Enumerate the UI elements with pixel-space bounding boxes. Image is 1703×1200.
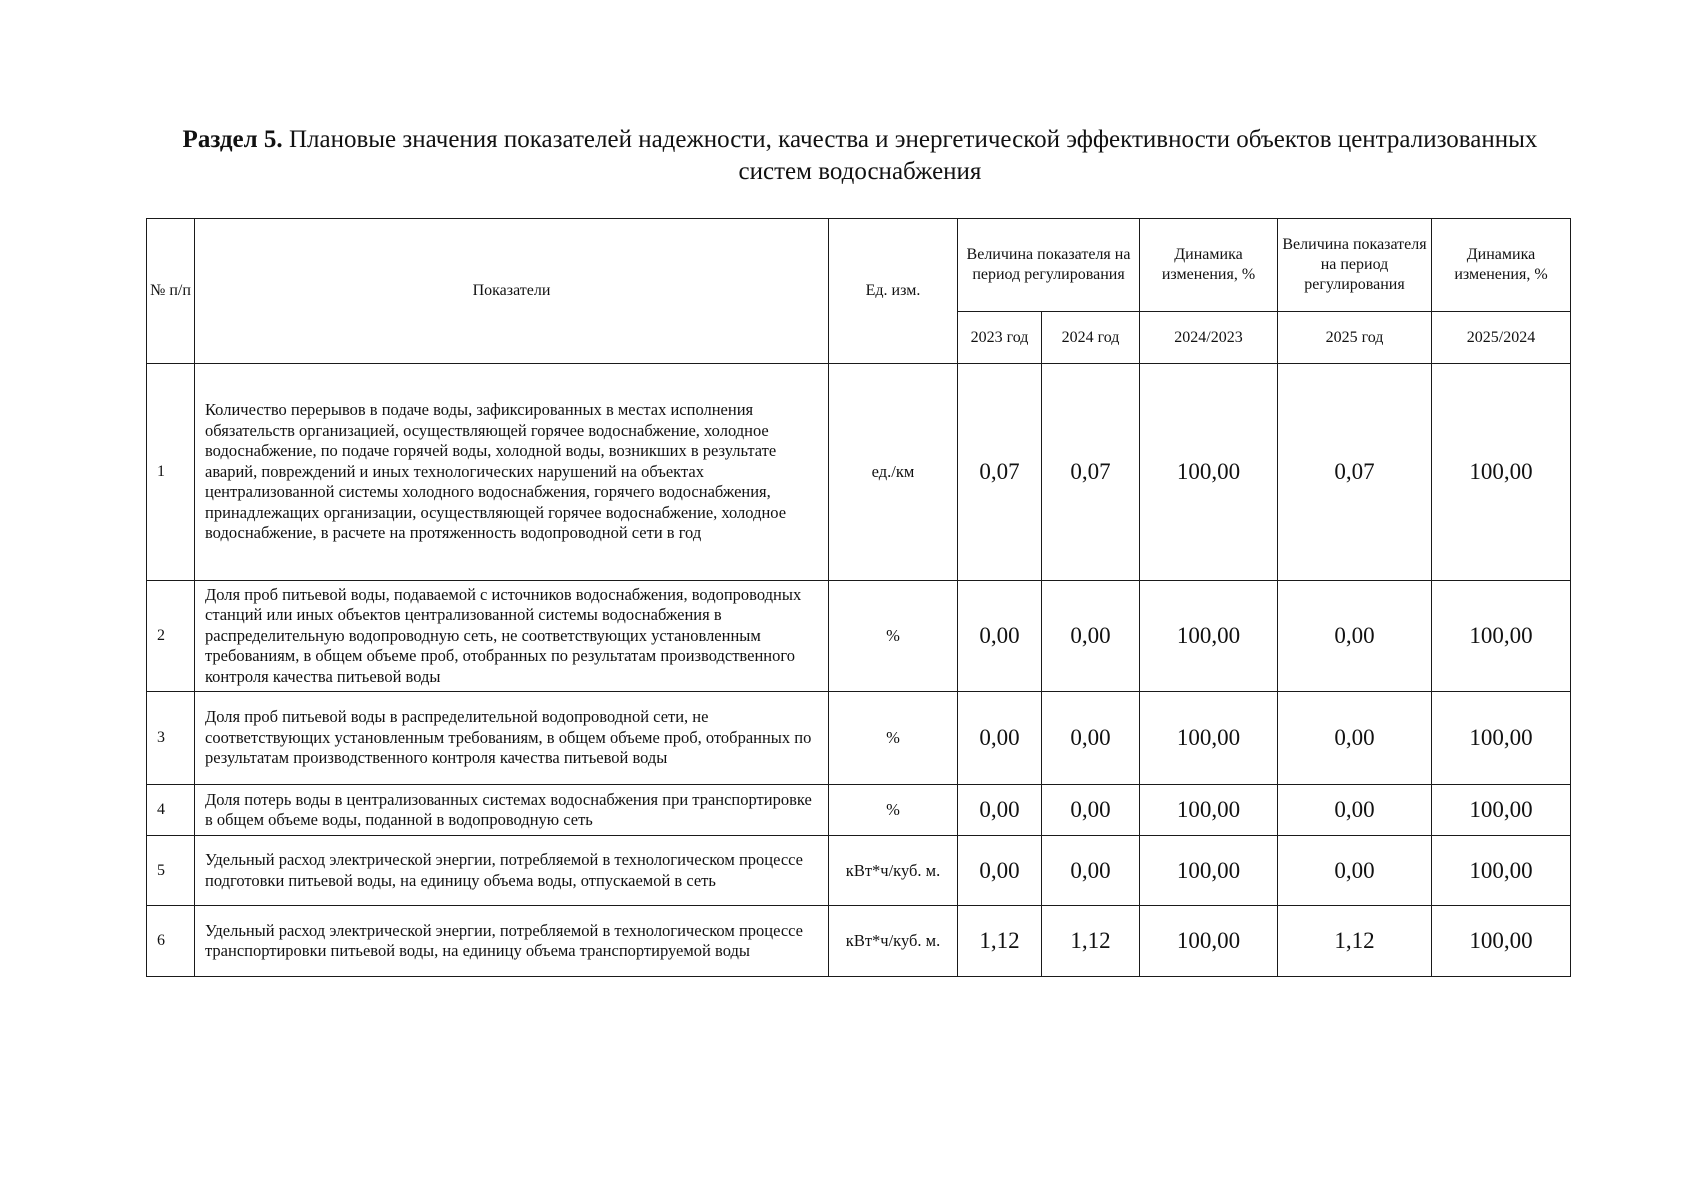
unit-cell: % [829,785,958,836]
dynamics-2024-2023: 100,00 [1140,836,1278,906]
dynamics-2025-2024: 100,00 [1432,836,1571,906]
value-2025: 0,07 [1278,364,1432,581]
indicator-name: Удельный расход электрической энергии, потребляемой в технологическом процессе подготовки питьевой воды, на единицу объема воды, отпускаемой в сеть [195,836,829,906]
row-number: 5 [147,836,195,906]
row-number: 1 [147,364,195,581]
value-2023: 0,00 [958,581,1042,692]
unit-cell: кВт*ч/куб. м. [829,906,958,977]
section-title-text: Плановые значения показателей надежности, качества и энергетической эффективности объектов централизованных систем водоснабжения [282,126,1538,185]
indicators-table [146,218,1571,977]
table-row [147,364,1571,581]
value-2024: 0,00 [1042,692,1140,785]
row-number: 4 [147,785,195,836]
value-2023: 0,00 [958,836,1042,906]
value-2025: 1,12 [1278,906,1432,977]
indicator-name: Количество перерывов в подаче воды, зафиксированных в местах исполнения обязательств организацией, осуществляющей горячее водоснабжение, холодное водоснабжение, по подаче горячей воды, холодной воды, возникших в результате аварий, повреждений и иных технологических нарушений на объектах централизованной системы холодного водоснабжения, горячего водоснабжения, принадлежащих организации, осуществляющей горячее водоснабжение, холодное водоснабжение, в расчете на протяженность водопроводной сети в год [195,364,829,581]
value-2025: 0,00 [1278,836,1432,906]
header-ratio-2025-2024: 2025/2024 [1432,312,1571,364]
header-dynamics-2: Динамика изменения, % [1432,219,1571,312]
value-2024: 0,00 [1042,836,1140,906]
value-2024: 0,00 [1042,581,1140,692]
table-row [147,785,1571,836]
header-dynamics-1: Динамика изменения, % [1140,219,1278,312]
dynamics-2024-2023: 100,00 [1140,906,1278,977]
header-value-period-1: Величина показателя на период регулирования [958,219,1140,312]
value-2023: 0,00 [958,692,1042,785]
value-2024: 0,07 [1042,364,1140,581]
unit-cell: кВт*ч/куб. м. [829,836,958,906]
row-number: 3 [147,692,195,785]
header-value-period-2: Величина показателя на период регулирования [1278,219,1432,312]
header-year-2024: 2024 год [1042,312,1140,364]
unit-cell: % [829,692,958,785]
indicator-name: Доля проб питьевой воды, подаваемой с источников водоснабжения, водопроводных станций или иных объектов централизованной системы водоснабжения в распределительную водопроводную сеть, не соответствующих установленным требованиям, в общем объеме проб, отобранных по результатам производственного контроля качества питьевой воды [195,581,829,692]
dynamics-2025-2024: 100,00 [1432,785,1571,836]
page-title [150,124,1570,188]
value-2023: 0,00 [958,785,1042,836]
indicator-name: Удельный расход электрической энергии, потребляемой в технологическом процессе транспортировки питьевой воды, на единицу объема транспортируемой воды [195,906,829,977]
header-ratio-2024-2023: 2024/2023 [1140,312,1278,364]
row-number: 2 [147,581,195,692]
value-2024: 0,00 [1042,785,1140,836]
dynamics-2025-2024: 100,00 [1432,364,1571,581]
value-2023: 0,07 [958,364,1042,581]
table-row [147,581,1571,692]
table-row [147,836,1571,906]
value-2025: 0,00 [1278,785,1432,836]
header-unit: Ед. изм. [829,219,958,364]
value-2025: 0,00 [1278,692,1432,785]
table-header-row [147,219,1571,312]
unit-cell: ед./км [829,364,958,581]
dynamics-2025-2024: 100,00 [1432,692,1571,785]
table-row [147,906,1571,977]
header-indicators: Показатели [195,219,829,364]
dynamics-2025-2024: 100,00 [1432,581,1571,692]
header-year-2023: 2023 год [958,312,1042,364]
section-label: Раздел 5. [182,126,283,153]
row-number: 6 [147,906,195,977]
header-year-2025: 2025 год [1278,312,1432,364]
value-2023: 1,12 [958,906,1042,977]
dynamics-2024-2023: 100,00 [1140,785,1278,836]
dynamics-2025-2024: 100,00 [1432,906,1571,977]
header-number: № п/п [147,219,195,364]
indicator-name: Доля потерь воды в централизованных системах водоснабжения при транспортировке в общем объеме воды, поданной в водопроводную сеть [195,785,829,836]
value-2024: 1,12 [1042,906,1140,977]
dynamics-2024-2023: 100,00 [1140,364,1278,581]
dynamics-2024-2023: 100,00 [1140,581,1278,692]
indicator-name: Доля проб питьевой воды в распределительной водопроводной сети, не соответствующих установленным требованиям, в общем объеме проб, отобранных по результатам производственного контроля качества питьевой воды [195,692,829,785]
value-2025: 0,00 [1278,581,1432,692]
dynamics-2024-2023: 100,00 [1140,692,1278,785]
table-row [147,692,1571,785]
unit-cell: % [829,581,958,692]
